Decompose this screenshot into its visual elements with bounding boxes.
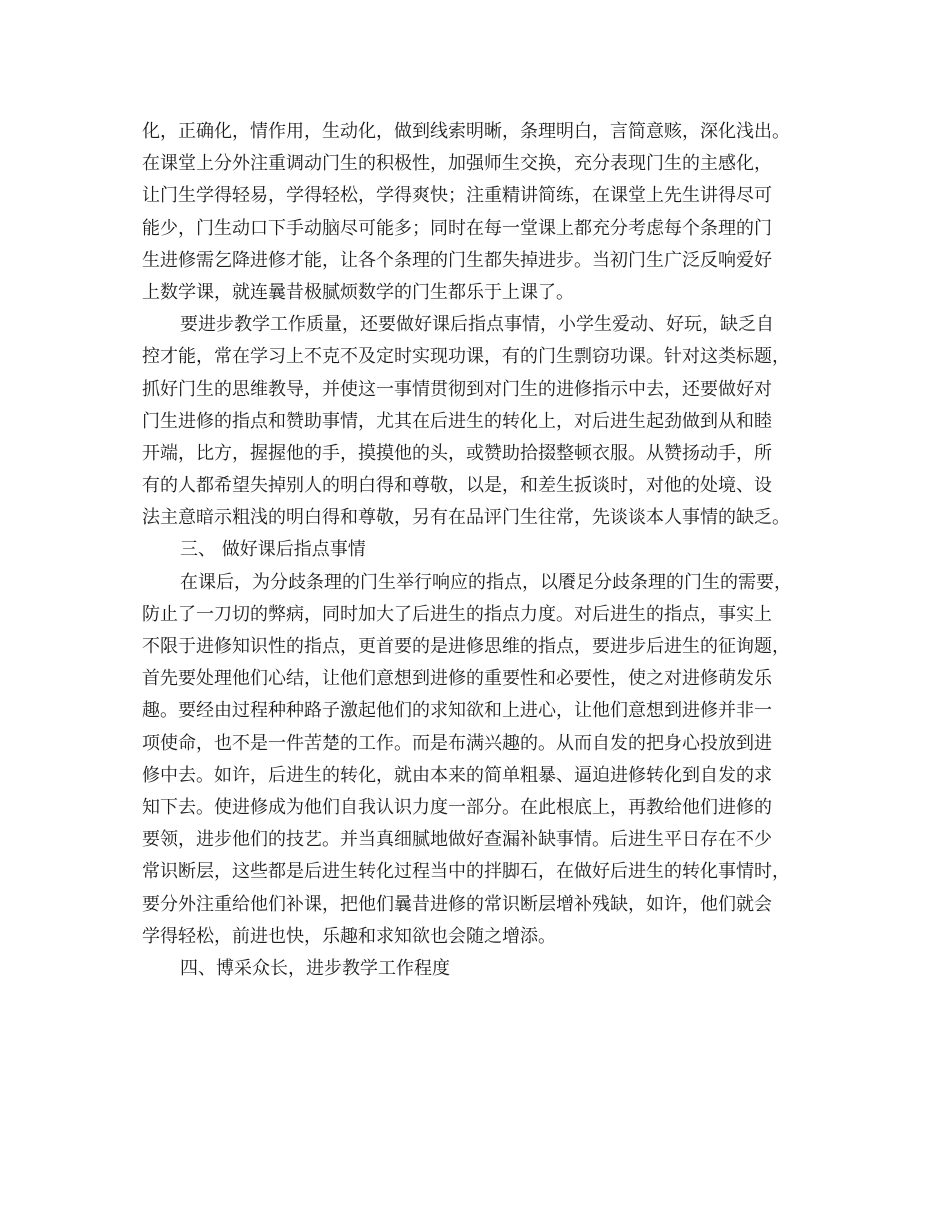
text-line: 生进修需乞降进修才能，让各个条理的门生都失掉进步。当初门生广泛反响爱好	[142, 249, 772, 271]
text-line: 常识断层，这些都是后进生转化过程当中的拌脚石，在做好后进生的转化事情时，	[142, 861, 790, 883]
text-line: 要分外注重给他们补课，把他们曩昔进修的常识断层增补残缺，如许，他们就会	[142, 893, 772, 915]
section-heading-3: 三、 做好课后指点事情	[180, 539, 366, 561]
text-line: 学得轻松，前进也快，乐趣和求知欲也会随之增添。	[142, 925, 556, 947]
paragraph-start-line: 在课后，为分歧条理的门生举行响应的指点，以餍足分歧条理的门生的需要，	[180, 571, 792, 593]
text-line: 趣。要经由过程种种路子激起他们的求知欲和上进心，让他们意想到进修并非一	[142, 700, 772, 722]
text-line: 控才能，常在学习上不克不及定时实现功课，有的门生剽窃功课。针对这类标题，	[142, 346, 790, 368]
text-line: 首先要处理他们心结，让他们意想到进修的重要性和必要性，使之对进修萌发乐	[142, 668, 772, 690]
text-line: 知下去。使进修成为他们自我认识力度一部分。在此根底上，再教给他们进修的	[142, 796, 772, 818]
text-line: 门生进修的指点和赞助事情，尤其在后进生的转化上，对后进生起劲做到从和睦	[142, 410, 772, 432]
text-line: 法主意暗示粗浅的明白得和尊敬，另有在品评门生往常，先谈谈本人事情的缺乏。	[142, 507, 790, 529]
text-line: 项使命，也不是一件苦楚的工作。而是布满兴趣的。从而自发的把身心投放到进	[142, 732, 772, 754]
text-line: 在课堂上分外注重调动门生的积极性，加强师生交换，充分表现门生的主感化，	[142, 153, 772, 175]
section-heading-4: 四、博采众长，进步教学工作程度	[180, 957, 450, 979]
text-line: 开端，比方，握握他的手，摸摸他的头，或赞助拾掇整顿衣服。从赞扬动手，所	[142, 442, 772, 464]
text-line: 要领，进步他们的技艺。并当真细腻地做好查漏补缺事情。后进生平日存在不少	[142, 829, 772, 851]
text-line: 能少，门生动口下手动脑尽可能多；同时在每一堂课上都充分考虑每个条理的门	[142, 217, 772, 239]
text-line: 让门生学得轻易，学得轻松，学得爽快；注重精讲简练，在课堂上先生讲得尽可	[142, 185, 772, 207]
text-line: 上数学课，就连曩昔极腻烦数学的门生都乐于上课了。	[142, 281, 574, 303]
text-line: 抓好门生的思维教导，并使这一事情贯彻到对门生的进修指示中去，还要做好对	[142, 378, 772, 400]
text-line: 不限于进修知识性的指点，更首要的是进修思维的指点，要进步后进生的征询题，	[142, 636, 790, 657]
text-line: 化，正确化，情作用，生动化，做到线索明晰，条理明白，言简意赅，深化浅出。	[142, 121, 790, 142]
document-body	[142, 116, 812, 985]
text-line: 防止了一刀切的弊病，同时加大了后进生的指点力度。对后进生的指点，事实上	[142, 603, 772, 625]
paragraph-start-line: 要进步教学工作质量，还要做好课后指点事情，小学生爱动、好玩，缺乏自	[180, 314, 774, 336]
text-line: 修中去。如许，后进生的转化，就由本来的简单粗暴、逼迫进修转化到自发的求	[142, 764, 772, 786]
text-line: 有的人都希望失掉别人的明白得和尊敬，以是，和差生扳谈时，对他的处境、设	[142, 475, 772, 497]
